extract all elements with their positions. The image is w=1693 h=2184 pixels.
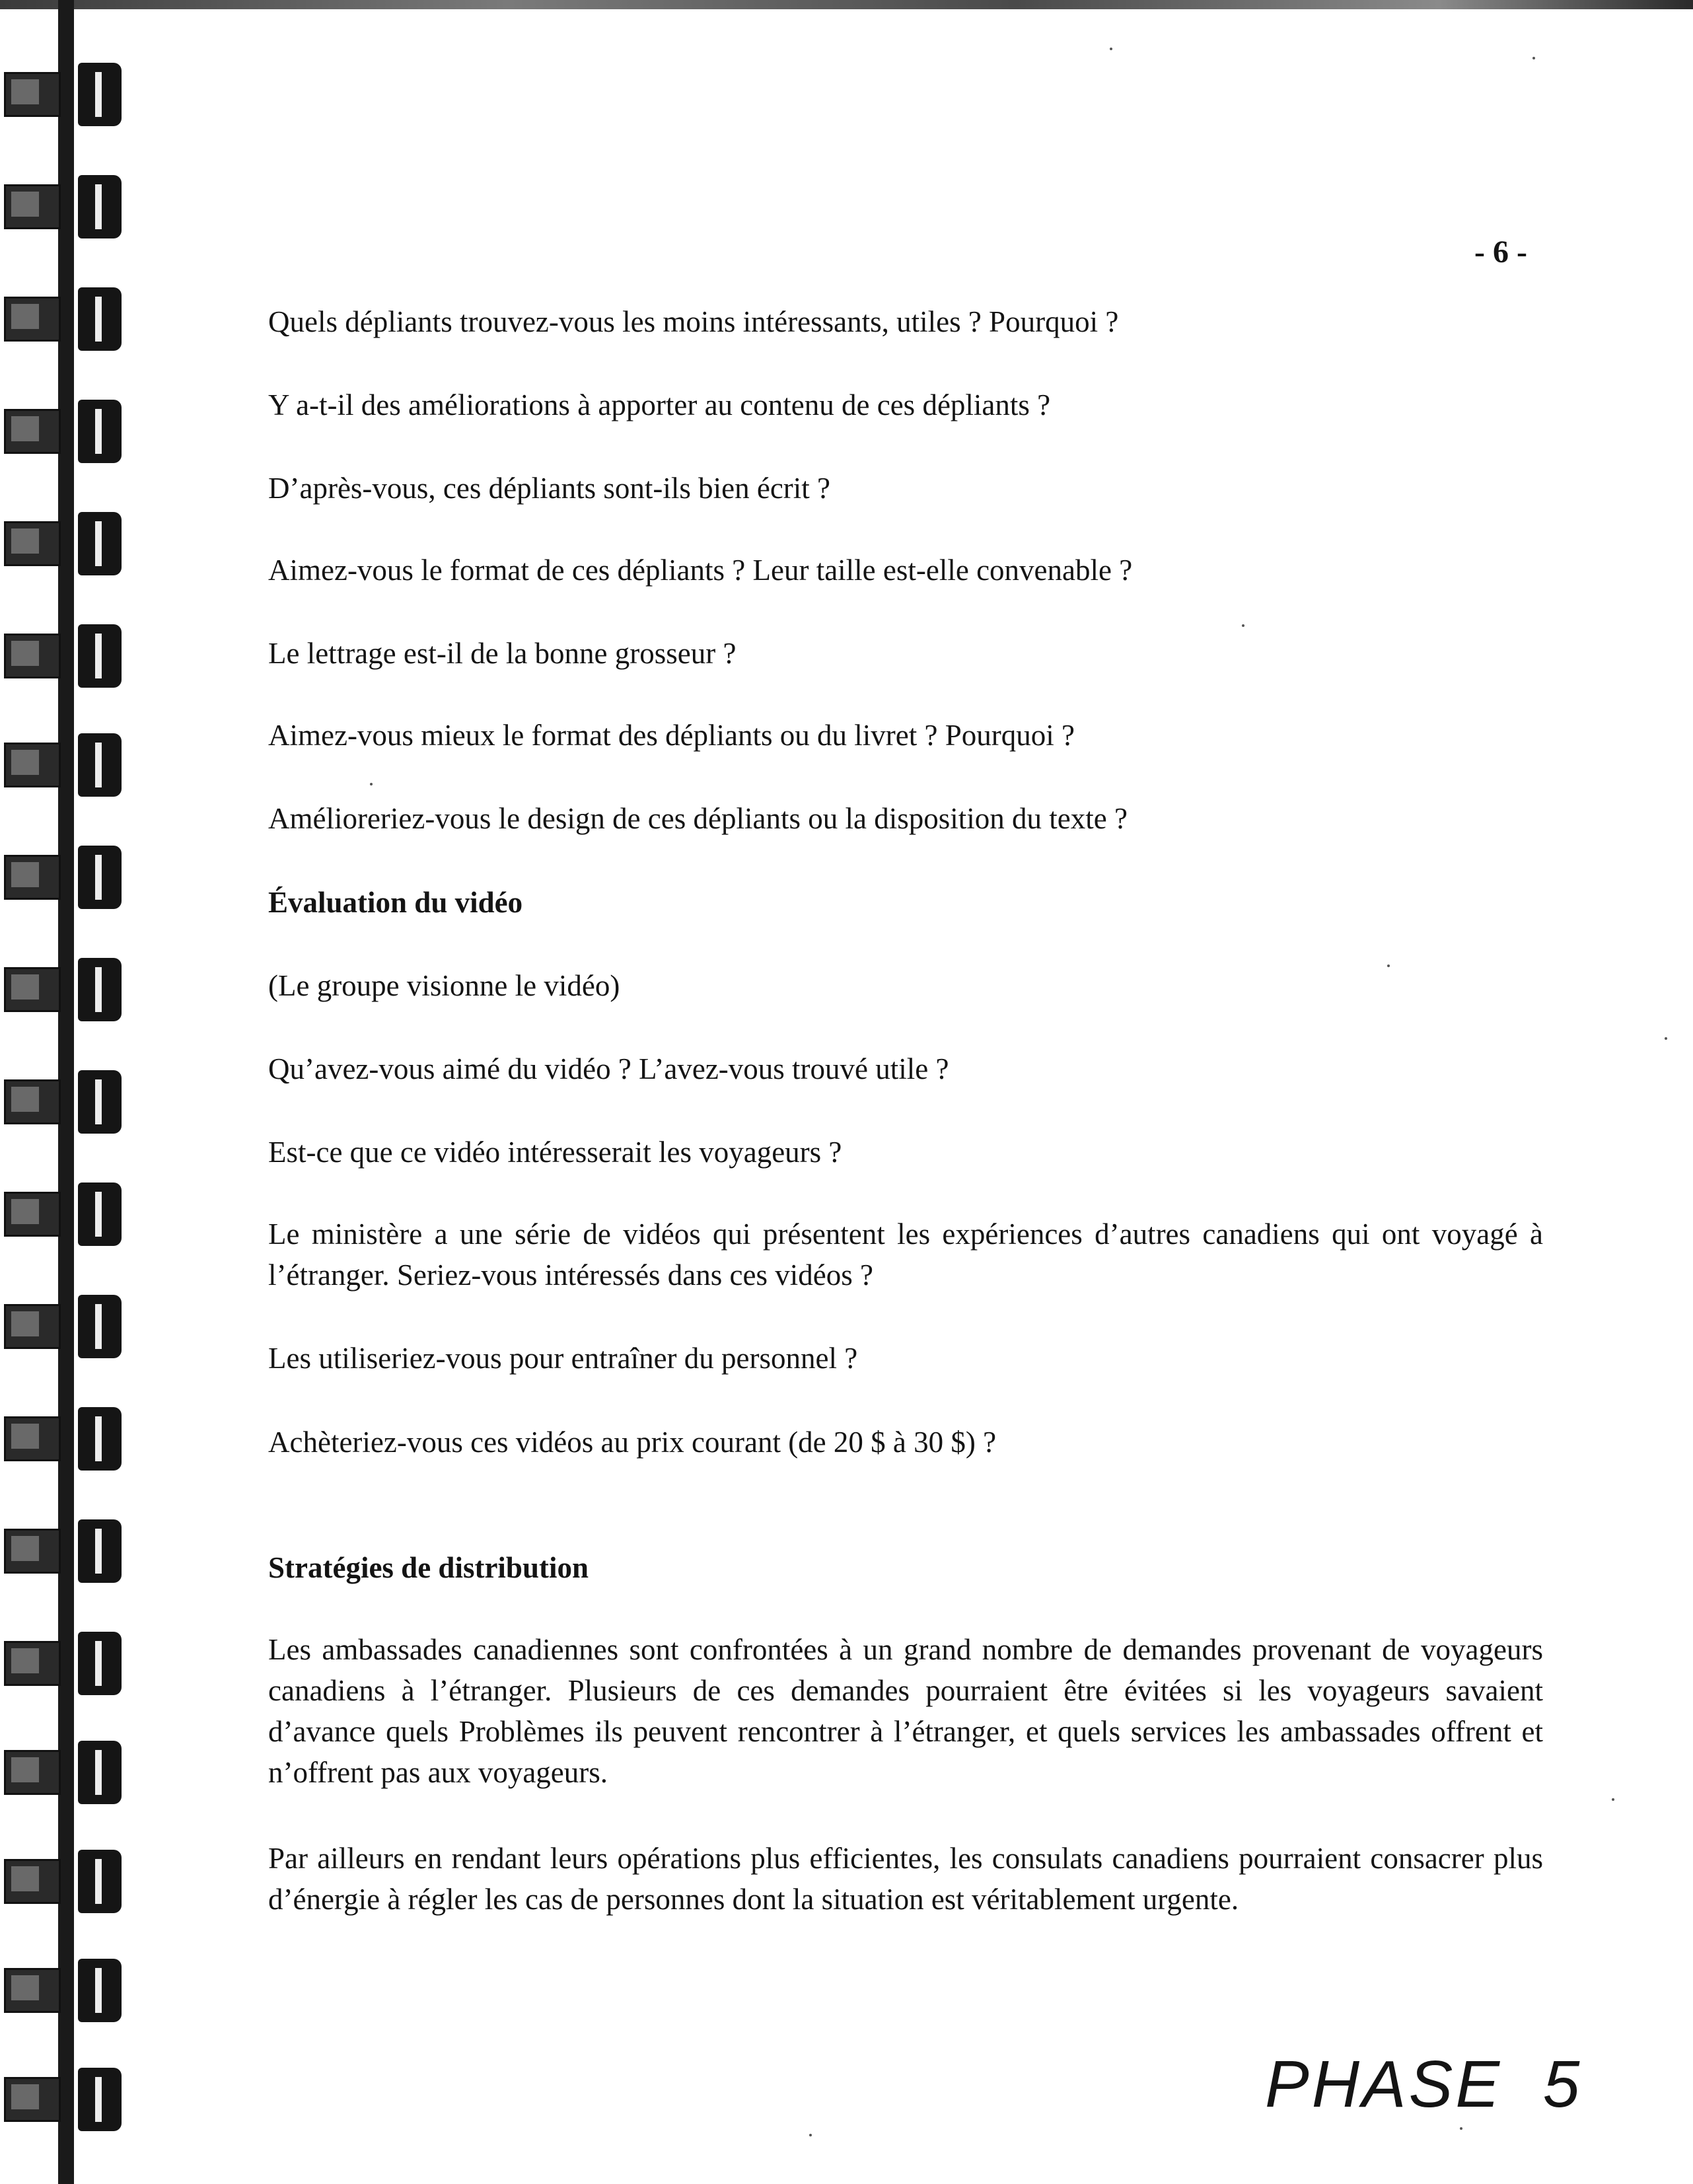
phase-label: PHASE 5 (1265, 2047, 1583, 2121)
binding-ring (4, 1959, 129, 2022)
binding-ring (4, 63, 129, 126)
question-line: Le lettrage est-il de la bonne grosseur ? (268, 637, 737, 670)
binding-ring (4, 1741, 129, 1804)
binding-ring (4, 1295, 129, 1358)
question-line: Est-ce que ce vidéo intéresserait les voyageurs ? (268, 1136, 842, 1169)
scan-speck (1242, 624, 1244, 627)
binding-ring (4, 1183, 129, 1246)
binding-ring (4, 958, 129, 1021)
binding-ring (4, 2068, 129, 2131)
section-heading-distribution: Stratégies de distribution (268, 1551, 589, 1584)
body-paragraph: Les ambassades canadiennes sont confrontées à un grand nombre de demandes provenant de voyageurs canadiens à l’étranger. Plusieurs de ces demandes pourraient être évitées si les voyageurs savaient d’avance quels Problèmes ils peuvent rencontrer à l’étranger, et quels services les ambassades offrent et n’offrent pas aux voyageurs. (268, 1633, 1543, 1789)
scan-speck (809, 2134, 812, 2136)
binding-ring (4, 287, 129, 351)
question-line: Aimez-vous mieux le format des dépliants ou du livret ? Pourquoi ? (268, 719, 1075, 752)
question-line: Amélioreriez-vous le design de ces dépliants ou la disposition du texte ? (268, 802, 1128, 835)
question-line: Qu’avez-vous aimé du vidéo ? L’avez-vous trouvé utile ? (268, 1052, 949, 1085)
binding-ring (4, 1632, 129, 1695)
question-line: Y a-t-il des améliorations à apporter au contenu de ces dépliants ? (268, 388, 1051, 421)
scan-top-edge (0, 0, 1693, 9)
page-number: - 6 - (1474, 235, 1527, 270)
scan-speck (370, 783, 373, 785)
binding-ring (4, 624, 129, 688)
question-paragraph: Le ministère a une série de vidéos qui présentent les expériences d’autres canadiens qui ont voyagé à l’étranger. Seriez-vous intéressés dans ces vidéos ? (268, 1218, 1543, 1292)
binding-ring (4, 512, 129, 575)
question-line: Les utiliseriez-vous pour entraîner du personnel ? (268, 1342, 858, 1375)
instruction-line: (Le groupe visionne le vidéo) (268, 969, 620, 1002)
binding-ring (4, 1070, 129, 1134)
scan-speck (1387, 965, 1390, 967)
binding-ring (4, 1407, 129, 1471)
body-paragraph: Par ailleurs en rendant leurs opérations plus efficientes, les consulats canadiens pourraient consacrer plus d’énergie à régler les cas de personnes dont la situation est véritablement urgente. (268, 1842, 1543, 1916)
scan-speck (1665, 1037, 1667, 1040)
binding-ring (4, 733, 129, 797)
scan-speck (1532, 57, 1535, 59)
binding-ring (4, 175, 129, 238)
question-line: Quels dépliants trouvez-vous les moins intéressants, utiles ? Pourquoi ? (268, 305, 1119, 338)
binding-ring (4, 400, 129, 463)
binding-ring (4, 1519, 129, 1583)
scan-speck (1612, 1798, 1614, 1801)
section-heading-video: Évaluation du vidéo (268, 886, 523, 919)
scan-speck (1460, 2127, 1462, 2130)
binding-ring (4, 1850, 129, 1913)
question-line: D’après-vous, ces dépliants sont-ils bien écrit ? (268, 472, 831, 505)
binding-ring (4, 846, 129, 909)
question-line: Aimez-vous le format de ces dépliants ? Leur taille est-elle convenable ? (268, 554, 1133, 587)
scan-speck (1110, 48, 1112, 50)
question-line: Achèteriez-vous ces vidéos au prix courant (de 20 $ à 30 $) ? (268, 1426, 997, 1459)
